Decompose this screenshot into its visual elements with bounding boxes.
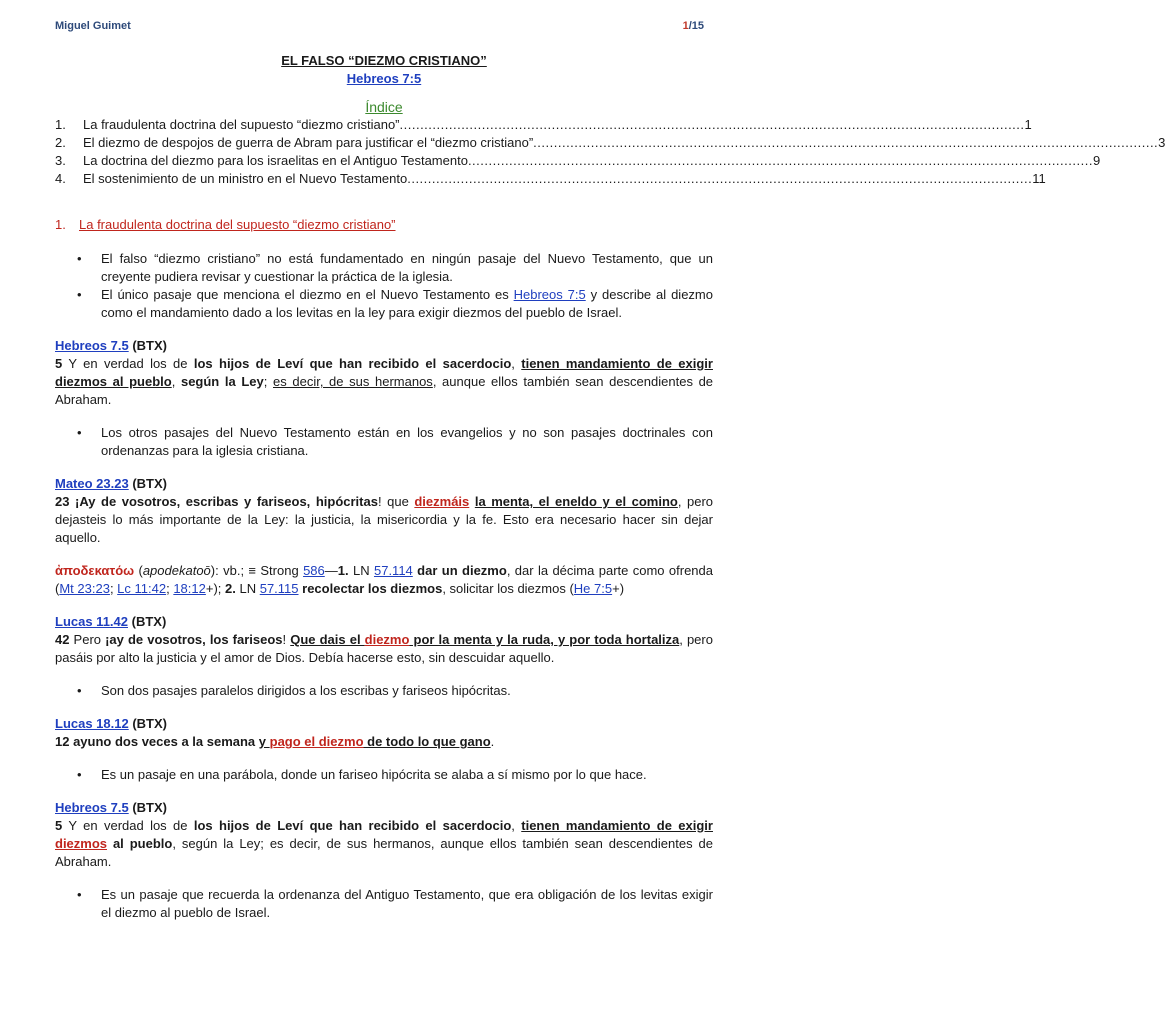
- text: ,: [171, 374, 181, 389]
- toc-item[interactable]: [55, 116, 1032, 134]
- verse-ref-link[interactable]: Hebreos 7.5: [55, 800, 129, 815]
- list-item: • Los otros pasajes del Nuevo Testamento están en los evangelios y no son pasajes doctrinales con ordenanzas para la iglesia cristiana.: [101, 424, 713, 460]
- text: , aunque ellos también sean descendientes de Abraham.: [55, 374, 714, 407]
- toc-item[interactable]: [55, 152, 1101, 170]
- document-body: [55, 52, 1165, 922]
- text: de todo lo que gano: [363, 734, 491, 749]
- verse-text: [55, 817, 713, 871]
- bullet-list: [55, 682, 713, 700]
- text: tienen mandamiento de exigir: [521, 818, 713, 833]
- verse-number: 42: [55, 632, 70, 647]
- text: , dar la décima parte como ofrenda (: [55, 563, 713, 596]
- ref-link[interactable]: Mt 23:23: [59, 581, 110, 596]
- text: pago el diezmo: [269, 734, 364, 749]
- toc-page: 9: [1092, 153, 1101, 168]
- toc-number: 2.: [55, 135, 66, 150]
- verse-text: [55, 493, 713, 547]
- text: , solicitar los diezmos (: [442, 581, 574, 596]
- bullet-list: [55, 886, 713, 922]
- text: dar un diezmo: [417, 563, 507, 578]
- list-item: • Es un pasaje que recuerda la ordenanza del Antiguo Testamento, que era obligación de los levitas exigir el diezmo al pueblo de Israel.: [101, 886, 713, 922]
- toc-number: 4.: [55, 171, 66, 186]
- text: es decir, de sus hermanos: [273, 374, 433, 389]
- text: Y en verdad los de: [62, 818, 194, 833]
- header-page-number: [683, 17, 704, 35]
- greek-word: ἀποδεκατόω: [55, 563, 135, 578]
- verse-text: [55, 355, 713, 409]
- text: .: [490, 734, 495, 749]
- ref-link[interactable]: 18:12: [173, 581, 206, 596]
- text: ¡ay de vosotros, los fariseos: [105, 632, 283, 647]
- text: ;: [263, 374, 273, 389]
- text: !: [282, 632, 291, 647]
- text: y: [258, 734, 270, 749]
- index-heading: Índice: [365, 99, 403, 115]
- toc-text: La doctrina del diezmo para los israelitas en el Antiguo Testamento: [83, 153, 468, 168]
- toc-item[interactable]: [55, 134, 1165, 152]
- list-item: • El falso “diezmo cristiano” no está fundamentado en ningún pasaje del Nuevo Testamento, que un creyente pudiera revisar y cuestionar la práctica de la iglesia.: [101, 250, 713, 286]
- toc-item[interactable]: [55, 170, 1046, 188]
- toc-leader: ........................................................................................................................................................: [533, 135, 1159, 150]
- section-1-heading: [55, 216, 713, 234]
- version: (BTX): [128, 614, 167, 629]
- ln-link[interactable]: 57.115: [259, 581, 299, 596]
- toc-page: 11: [1032, 171, 1046, 186]
- ref-link[interactable]: He 7:5: [573, 581, 613, 596]
- bullet-list: [55, 766, 713, 784]
- list-item: • Son dos pasajes paralelos dirigidos a los escribas y fariseos hipócritas.: [101, 682, 713, 700]
- text: ,: [511, 818, 522, 833]
- version: (BTX): [128, 338, 167, 353]
- verse-heading: [55, 799, 713, 817]
- text: diezmo: [364, 632, 410, 647]
- text: Y en verdad los de: [62, 356, 194, 371]
- toc-number: 1.: [55, 117, 66, 132]
- toc-leader: ........................................................................................................................................................: [399, 117, 1025, 132]
- text: los hijos de Leví que han recibido el sacerdocio: [193, 818, 512, 833]
- verse-heading: [55, 475, 713, 493]
- strong-link[interactable]: 586: [303, 563, 325, 578]
- text: tienen mandamiento de exigir diezmos al pueblo: [55, 356, 713, 389]
- text: diezmáis: [414, 494, 470, 509]
- verse-ref-link[interactable]: Mateo 23.23: [55, 476, 129, 491]
- text: los hijos de Leví que han recibido el sacerdocio: [193, 356, 512, 371]
- section-number: 1.: [55, 217, 66, 232]
- toc-leader: ........................................................................................................................................................: [467, 153, 1093, 168]
- ref-link[interactable]: Lc 11:42: [117, 581, 167, 596]
- bullet-list: [55, 424, 713, 460]
- verse-heading: [55, 715, 713, 733]
- text: El único pasaje que menciona el diezmo en el Nuevo Testamento es: [101, 287, 514, 302]
- document-title: EL FALSO “DIEZMO CRISTIANO”: [281, 53, 487, 68]
- total-pages: /15: [688, 20, 704, 32]
- list-item: [101, 286, 713, 322]
- text: recolectar los diezmos: [302, 581, 443, 596]
- text: 2.: [225, 581, 236, 596]
- text: 23 ¡Ay de vosotros, escribas y fariseos, hipócritas: [55, 494, 378, 509]
- text: (: [134, 563, 143, 578]
- title-verse-link[interactable]: Hebreos 7:5: [346, 71, 422, 86]
- text: ! que: [377, 494, 415, 509]
- text: +): [612, 581, 625, 596]
- verse-number: 5: [55, 356, 63, 371]
- text: , según la Ley; es decir, de sus hermanos, aunque ellos también sean descendientes de Abraham.: [55, 836, 713, 869]
- text: según la Ley: [180, 374, 264, 389]
- verse-ref-link[interactable]: Hebreos 7.5: [55, 338, 129, 353]
- text: LN: [235, 581, 260, 596]
- text: +);: [205, 581, 226, 596]
- verse-number: 5: [55, 818, 63, 833]
- bullet-list: [55, 250, 713, 322]
- hebreos-link[interactable]: Hebreos 7:5: [513, 287, 586, 302]
- table-of-contents: [55, 116, 1165, 188]
- text: diezmos: [55, 836, 108, 851]
- ln-link[interactable]: 57.114: [373, 563, 413, 578]
- toc-leader: ........................................................................................................................................................: [407, 171, 1033, 186]
- toc-page: 3: [1158, 135, 1165, 150]
- toc-text: El sostenimiento de un ministro en el Nuevo Testamento: [83, 171, 408, 186]
- text: ,: [511, 356, 522, 371]
- text: ): vb.; ≡ Strong: [210, 563, 304, 578]
- text: —: [324, 563, 338, 578]
- text: 12 ayuno dos veces a la semana: [55, 734, 259, 749]
- text: por la menta y la ruda, y por toda hortaliza: [409, 632, 680, 647]
- transliteration: apodekatoō: [142, 563, 211, 578]
- text: Que dais el: [290, 632, 365, 647]
- toc-number: 3.: [55, 153, 66, 168]
- toc-page: 1: [1024, 117, 1032, 132]
- text: , pero dejasteis lo más importante de la Ley: la justicia, la misericordia y la fe. Esto era necesario hacer sin dejar aquello.: [55, 494, 713, 545]
- lexicon-entry: [55, 562, 713, 598]
- version: (BTX): [128, 800, 167, 815]
- text: y describe al diezmo como el mandamiento dado a los levitas en la ley para exigir diezmos del pueblo de Israel.: [101, 287, 713, 320]
- verse-heading: [55, 613, 713, 631]
- toc-text: La fraudulenta doctrina del supuesto “diezmo cristiano”: [83, 117, 400, 132]
- text: Pero: [69, 632, 106, 647]
- verse-text: [55, 631, 713, 667]
- verse-heading: [55, 337, 713, 355]
- verse-ref-link[interactable]: Lucas 11.42: [55, 614, 128, 629]
- verse-text: [55, 733, 713, 751]
- text: LN: [348, 563, 374, 578]
- header-author: Miguel Guimet: [55, 20, 131, 32]
- text: ;: [109, 581, 118, 596]
- text: al pueblo: [107, 836, 173, 851]
- text: 1.: [337, 563, 349, 578]
- text: la menta, el eneldo y el comino: [474, 494, 678, 509]
- toc-text: El diezmo de despojos de guerra de Abram para justificar el “diezmo cristiano”: [83, 135, 534, 150]
- list-item: • Es un pasaje en una parábola, donde un fariseo hipócrita se alaba a sí mismo por lo que hace.: [101, 766, 713, 784]
- version: (BTX): [128, 476, 167, 491]
- verse-ref-link[interactable]: Lucas 18.12: [55, 716, 129, 731]
- current-page: 1: [682, 20, 689, 32]
- version: (BTX): [128, 716, 167, 731]
- section-title: La fraudulenta doctrina del supuesto “diezmo cristiano”: [79, 217, 396, 232]
- text: , pero pasáis por alto la justicia y el amor de Dios. Debía hacerse esto, sin descuidar aquello.: [55, 632, 713, 665]
- text: ;: [166, 581, 174, 596]
